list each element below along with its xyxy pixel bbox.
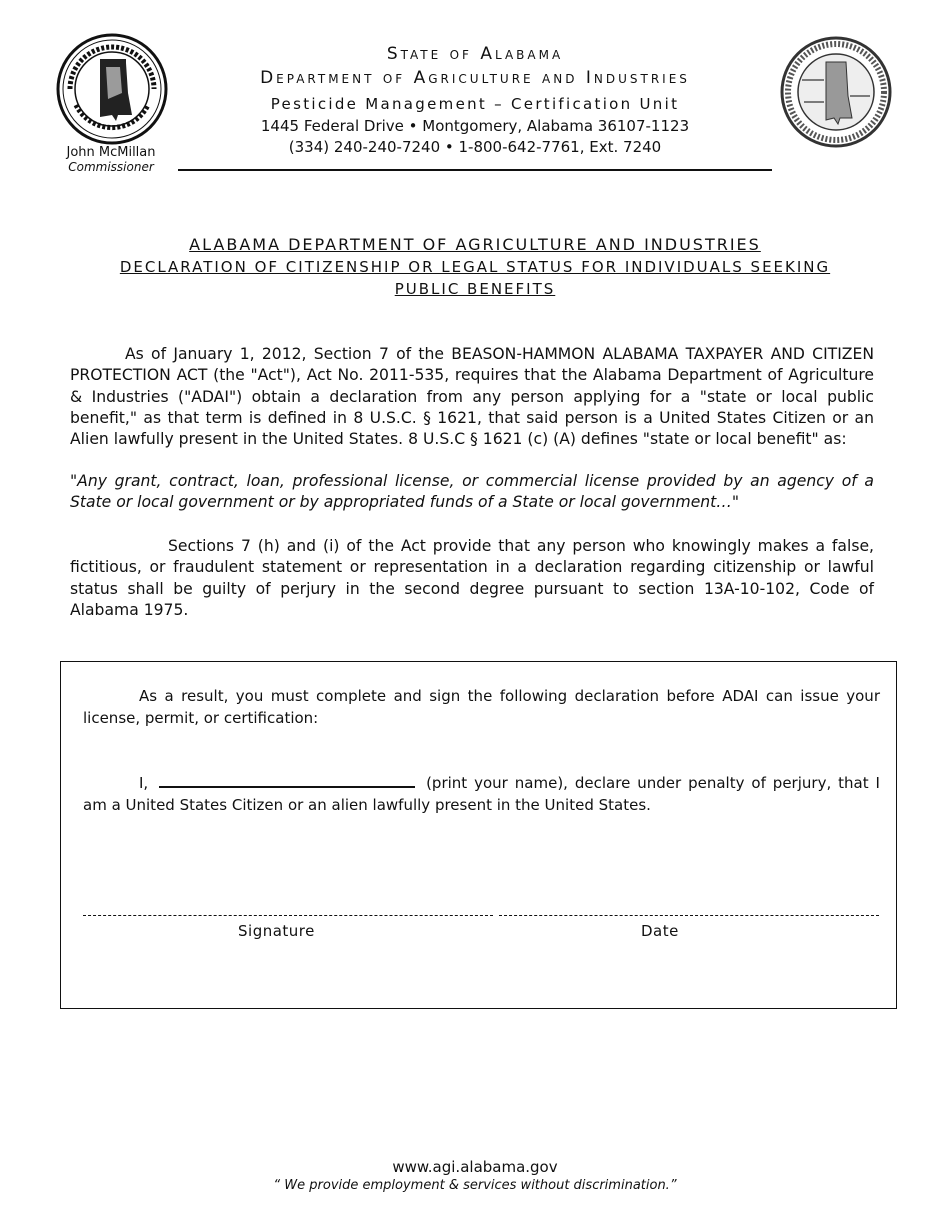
perjury-paragraph: Sections 7 (h) and (i) of the Act provide that any person who knowingly makes a false, fictitious, or fraudulent statement or representation in a declaration regarding citizenship or lawful status shall be guilty of perjury in the second degree pursuant to section 13A-10-102, Code of Alabama 1975. <box>70 537 874 619</box>
print-name-field[interactable] <box>159 772 415 788</box>
document-title <box>60 234 890 300</box>
website-link[interactable]: www.agi.alabama.gov <box>392 1158 558 1176</box>
letterhead-rule <box>178 169 772 171</box>
date-label: Date <box>641 922 679 940</box>
declaration-intro: As a result, you must complete and sign the following declaration before ADAI can issue your license, permit, or certification: <box>83 687 880 727</box>
date-line[interactable] <box>499 915 879 916</box>
declaration-box <box>60 661 897 1009</box>
state-name: State of Alabama <box>386 44 564 64</box>
great-seal <box>780 36 892 148</box>
declaration-statement-text: (print your name), declare under penalty of perjury, that I am a United States Citizen or an alien lawfully present in the United States. <box>83 774 880 814</box>
declaration-prefix: I, <box>139 774 149 792</box>
intro-paragraph: As of January 1, 2012, Section 7 of the BEASON-HAMMON ALABAMA TAXPAYER AND CITIZEN PROTECTION ACT (the "Act"), Act No. 2011-535, requires that the Alabama Department of Agriculture & Industries ("ADAI") obtain a declaration from any person applying for a "state or local public benefit," as that term is defined in 8 U.S.C. § 1621, that said person is a United States Citizen or an Alien lawfully present in the United States. 8 U.S.C § 1621 (c) (A) defines "state or local benefit" as: <box>70 345 874 449</box>
commissioner-block <box>40 145 182 174</box>
signature-line[interactable] <box>83 915 493 916</box>
signature-label: Signature <box>238 922 315 940</box>
letterhead <box>180 42 770 158</box>
declaration-statement <box>83 772 880 816</box>
definition-quote: "Any grant, contract, loan, professional license, or commercial license provided by an agency of a State or local government or by appropriated funds of a State or local government…" <box>70 472 874 512</box>
commissioner-name: John McMillan <box>66 145 156 160</box>
phone-numbers: (334) 240-240-7240 • 1-800-642-7761, Ext. 7240 <box>288 138 662 156</box>
nondiscrimination-tagline: “ We provide employment & services without discrimination.” <box>273 1178 677 1193</box>
title-line-3: PUBLIC BENEFITS <box>394 280 556 298</box>
department-name: Department of Agriculture and Industries <box>260 68 690 88</box>
department-seal <box>56 33 168 145</box>
commissioner-title: Commissioner <box>68 160 154 174</box>
title-line-2: DECLARATION OF CITIZENSHIP OR LEGAL STATUS FOR INDIVIDUALS SEEKING <box>119 258 831 276</box>
title-line-1: ALABAMA DEPARTMENT OF AGRICULTURE AND INDUSTRIES <box>189 235 761 254</box>
footer <box>0 1157 950 1195</box>
address: 1445 Federal Drive • Montgomery, Alabama 36107-1123 <box>260 117 690 135</box>
unit-name: Pesticide Management – Certification Unit <box>270 95 680 113</box>
